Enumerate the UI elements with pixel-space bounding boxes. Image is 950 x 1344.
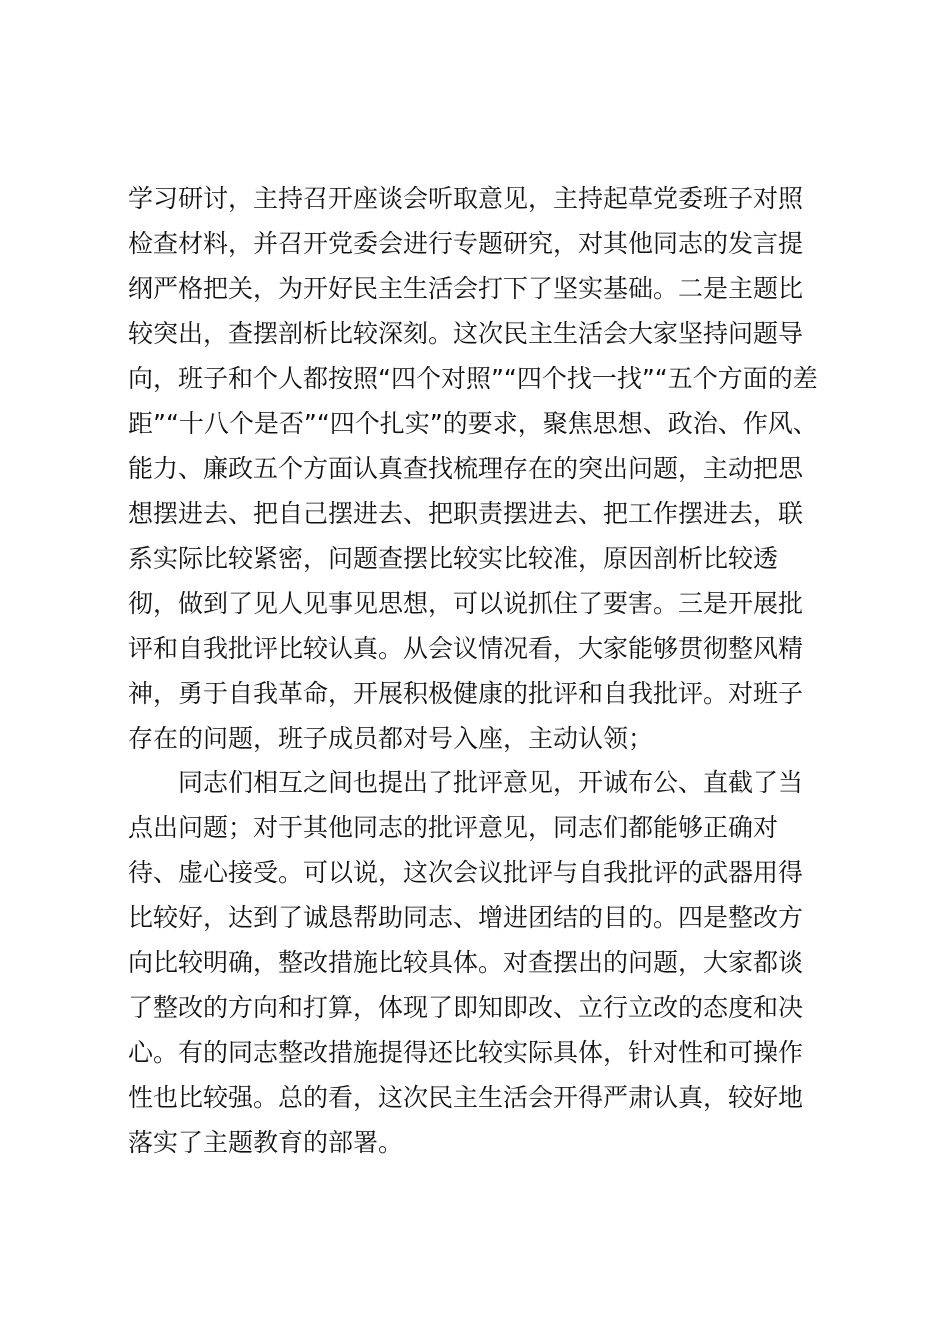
paragraph-line: 距”“十八个是否”“四个扎实”的要求，聚焦思想、政治、作风、 [128,409,818,438]
paragraph-line: 待、虚心接受。可以说，这次会议批评与自我批评的武器用得 [128,858,804,887]
paragraph-line: 了整改的方向和打算，体现了即知即改、立行立改的态度和决 [128,993,804,1022]
paragraph-line: 神，勇于自我革命，开展积极健康的批评和自我批评。对班子 [128,679,804,708]
paragraph-line: 纲严格把关，为开好民主生活会打下了坚实基础。二是主题比 [128,274,804,303]
paragraph-line: 点出问题；对于其他同志的批评意见，同志们都能够正确对 [128,813,779,842]
paragraph-line: 检查材料，并召开党委会进行专题研究，对其他同志的发言提 [128,229,804,258]
paragraph-line: 想摆进去、把自己摆进去、把职责摆进去、把工作摆进去，联 [128,499,804,528]
paragraph-line: 评和自我批评比较认真。从会议情况看，大家能够贯彻整风精 [128,634,804,663]
paragraph-line: 学习研讨，主持召开座谈会听取意见，主持起草党委班子对照 [128,184,804,213]
paragraph-line: 心。有的同志整改措施提得还比较实际具体，针对性和可操作 [128,1038,804,1067]
paragraph-line: 彻，做到了见人见事见思想，可以说抓住了要害。三是开展批 [128,589,804,618]
paragraph-1 [128,176,848,761]
paragraph-line: 性也比较强。总的看，这次民主生活会开得严肃认真，较好地 [128,1083,804,1112]
paragraph-line: 向，班子和个人都按照“四个对照”“四个找一找”“五个方面的差 [128,364,818,393]
paragraph-line: 较突出，查摆剖析比较深刻。这次民主生活会大家坚持问题导 [128,319,804,348]
paragraph-2 [128,760,848,1165]
paragraph-line: 系实际比较紧密，问题查摆比较实比较准，原因剖析比较透 [128,544,779,573]
paragraph-line: 存在的问题，班子成员都对号入座，主动认领； [128,724,654,753]
paragraph-line: 向比较明确，整改措施比较具体。对查摆出的问题，大家都谈 [128,948,804,977]
paragraph-line: 同志们相互之间也提出了批评意见，开诚布公、直截了当 [178,768,804,797]
paragraph-line: 落实了主题教育的部署。 [128,1128,404,1157]
paragraph-line: 比较好，达到了诚恳帮助同志、增进团结的目的。四是整改方 [128,903,804,932]
paragraph-line: 能力、廉政五个方面认真查找梳理存在的突出问题，主动把思 [128,454,804,483]
